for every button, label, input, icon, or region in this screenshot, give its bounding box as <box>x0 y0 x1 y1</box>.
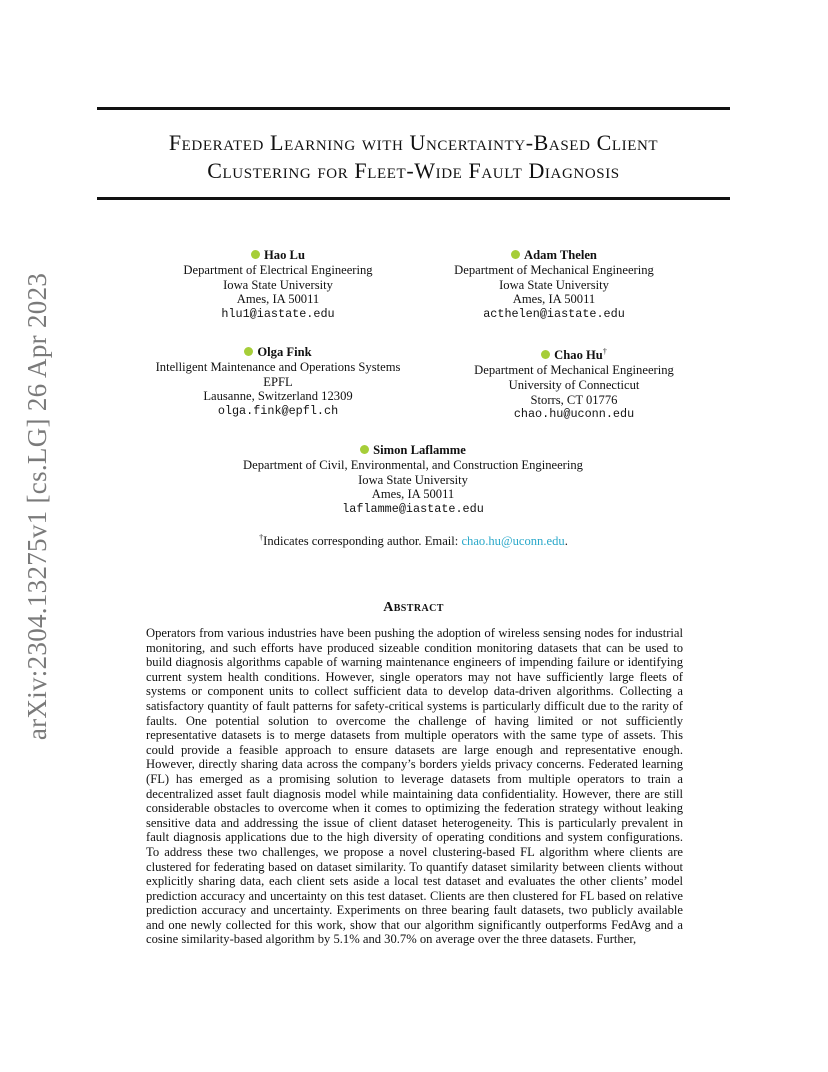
author-affiliation: University of Connecticut <box>508 377 640 392</box>
author-email[interactable]: olga.fink@epfl.ch <box>217 404 339 419</box>
author-name: Simon Laflamme <box>373 443 466 457</box>
orcid-icon[interactable] <box>541 350 550 359</box>
corresponding-mark: † <box>602 347 607 356</box>
author-affiliation: Iowa State University <box>223 277 333 292</box>
author-email[interactable]: hlu1@iastate.edu <box>221 307 335 322</box>
author-name: Adam Thelen <box>524 248 597 262</box>
author-block-adam-thelen <box>414 248 694 322</box>
author-affiliation: Storrs, CT 01776 <box>530 392 618 407</box>
orcid-icon[interactable] <box>244 347 253 356</box>
orcid-icon[interactable] <box>360 445 369 454</box>
corresponding-author-note <box>97 533 730 549</box>
author-email[interactable]: laflamme@iastate.edu <box>342 502 484 517</box>
orcid-icon[interactable] <box>251 250 260 259</box>
corresponding-text: Indicates corresponding author. Email: <box>263 534 462 549</box>
author-name: Hao Lu <box>264 248 305 262</box>
author-email[interactable]: chao.hu@uconn.edu <box>513 407 635 422</box>
author-affiliation: Iowa State University <box>358 472 468 487</box>
author-name: Chao Hu <box>554 348 603 363</box>
author-affiliation: Department of Mechanical Engineering <box>454 262 654 277</box>
corresponding-end: . <box>564 534 568 549</box>
arxiv-identifier <box>22 0 53 1072</box>
dagger-mark: † <box>259 533 264 542</box>
author-affiliation: Intelligent Maintenance and Operations Systems <box>155 359 401 374</box>
author-block-simon-laflamme <box>213 443 613 517</box>
author-affiliation: Ames, IA 50011 <box>512 292 596 307</box>
author-affiliation: Iowa State University <box>499 277 609 292</box>
author-block-chao-hu <box>434 345 714 422</box>
title-top-rule <box>97 107 730 110</box>
title-line-2: Clustering for Fleet-Wide Fault Diagnosis <box>207 158 620 183</box>
author-affiliation: Department of Electrical Engineering <box>183 262 373 277</box>
author-affiliation: Department of Mechanical Engineering <box>474 362 674 377</box>
author-affiliation: Ames, IA 50011 <box>236 292 320 307</box>
author-block-olga-fink <box>133 345 423 419</box>
author-affiliation: Lausanne, Switzerland 12309 <box>203 389 353 404</box>
author-affiliation: Ames, IA 50011 <box>371 487 455 502</box>
author-affiliation: Department of Civil, Environmental, and Construction Engineering <box>243 457 583 472</box>
orcid-icon[interactable] <box>511 250 520 259</box>
arxiv-stamp-text: arXiv:2304.13275v1 [cs.LG] 26 Apr 2023 <box>22 272 53 740</box>
abstract-heading: Abstract <box>383 600 444 615</box>
corresponding-email-link[interactable]: chao.hu@uconn.edu <box>461 534 565 549</box>
author-block-hao-lu <box>138 248 418 322</box>
author-email[interactable]: acthelen@iastate.edu <box>483 307 625 322</box>
title-bottom-rule <box>97 197 730 200</box>
abstract-body: Operators from various industries have been pushing the adoption of wireless sensing nodes for industrial monitoring, and such efforts have produced sizeable condition monitoring datasets that can be used to build diagnosis algorithms capable of warning maintenance engineers of impending failure or identifying current system health conditions. However, single operators may not have sufficiently large fleets of systems or component units to collect sufficient data to develop data-driven algorithms. Collecting a satisfactory quantity of fault patterns for safety-critical systems is particularly difficult due to the rarity of faults. One potential solution to overcome the challenge of having limited or not sufficiently representative datasets is to merge datasets from multiple operators with the same type of assets. This could provide a feasible approach to ensure datasets are large enough and representative enough. However, directly sharing data across the company’s borders yields privacy concerns. Federated learning (FL) has emerged as a promising solution to leverage datasets from multiple operators to train a decentralized asset fault diagnosis model while maintaining data confidentiality. However, there are still considerable obstacles to overcome when it comes to optimizing the federation strategy without leaking sensitive data and addressing the issue of client dataset heterogeneity. This is particularly prevalent in fault diagnosis applications due to the high diversity of operating conditions and system configurations. To address these two challenges, we propose a novel clustering-based FL algorithm where clients are clustered for federating based on dataset similarity. To quantify dataset similarity between clients without explicitly sharing data, each client sets aside a local test dataset and evaluates the other clients’ model prediction accuracy and uncertainty on this test dataset. Clients are then clustered for FL based on relative prediction accuracy and uncertainty. Experiments on three bearing fault datasets, two publicly available and one newly collected for this work, show that our algorithm significantly outperforms FedAvg and a cosine similarity-based algorithm by 5.1% and 30.7% on average over the three datasets. Further, <box>146 626 683 947</box>
paper-title <box>97 129 730 185</box>
title-line-1: Federated Learning with Uncertainty-Based Client <box>168 130 659 155</box>
author-affiliation: EPFL <box>263 374 293 389</box>
author-name: Olga Fink <box>257 345 312 359</box>
